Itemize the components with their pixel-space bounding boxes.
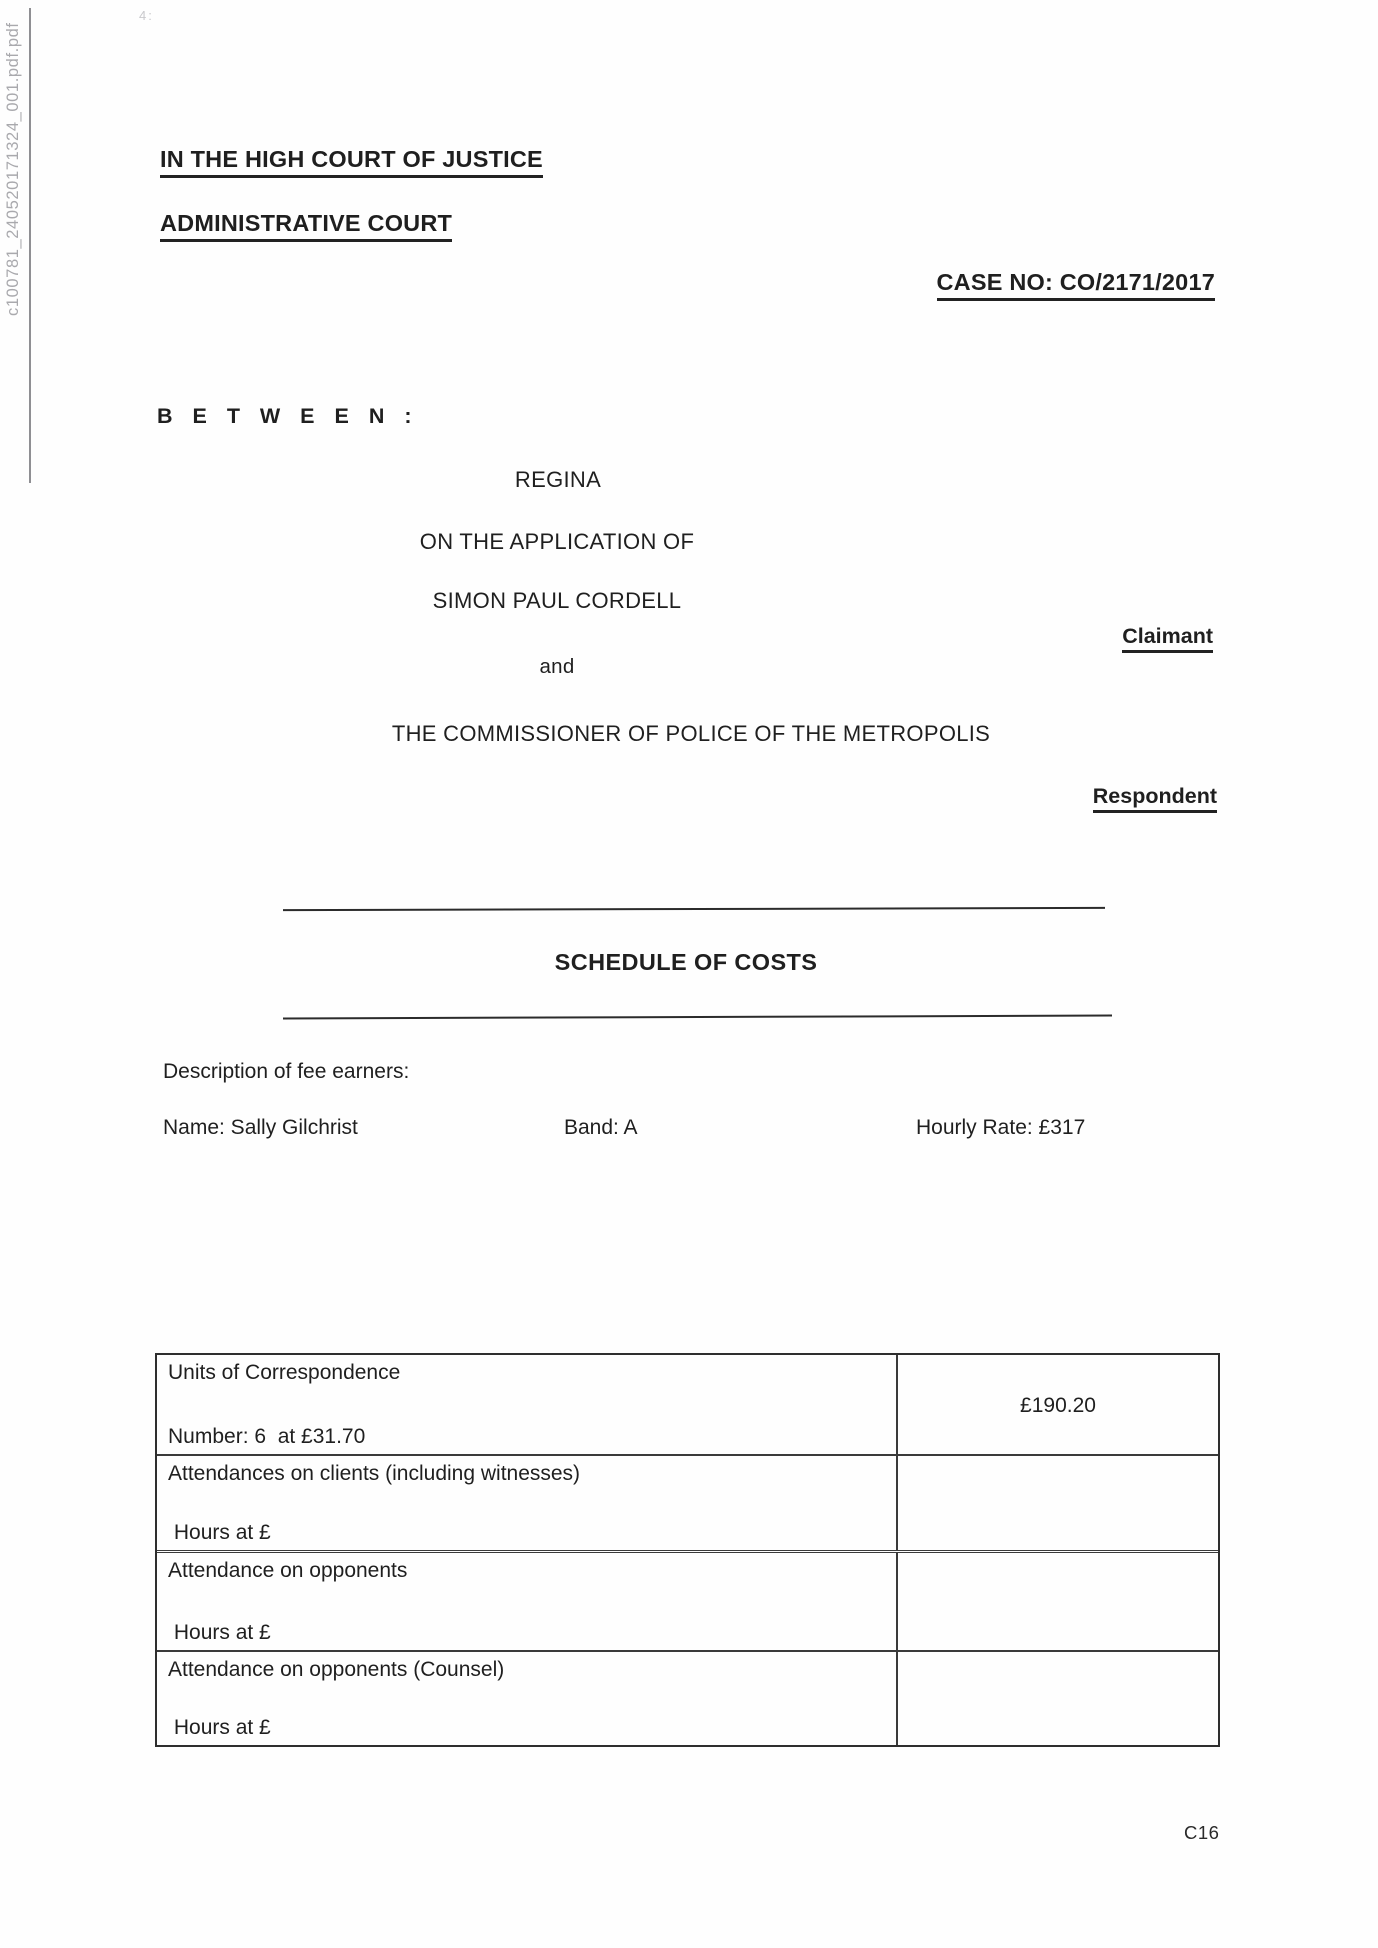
scan-filename-vertical-text: c100781_240520171324_001.pdf.pdf [4,22,22,316]
conjunction-and: and [539,655,575,678]
row-detail: Hours at £ [168,1715,271,1739]
court-heading-line2 [160,212,452,242]
table-row [157,1454,1218,1550]
row-detail: Number: 6 at £31.70 [168,1424,366,1448]
table-cell-description [157,1355,898,1454]
schedule-title: SCHEDULE OF COSTS [554,949,818,975]
case-number [937,271,1216,301]
respondent-label [1093,786,1217,813]
row-description: Attendances on clients (including witnesses) [168,1462,581,1485]
party-regina: REGINA [514,467,602,492]
row-detail: Hours at £ [168,1520,271,1544]
court-heading-line1 [160,148,543,178]
table-row [157,1650,1218,1745]
scan-artifact-mark: 4: [139,8,154,23]
court-heading-line1-text: IN THE HIGH COURT OF JUSTICE [160,148,543,178]
respondent-label-text: Respondent [1093,786,1217,813]
fee-earner-hourly-rate: Hourly Rate: £317 [916,1116,1086,1139]
divider-rule-top [283,907,1105,911]
fee-earner-name: Name: Sally Gilchrist [163,1116,358,1139]
table-row [157,1550,1218,1650]
page-number-label: C16 [1184,1822,1220,1843]
table-cell-description [157,1456,898,1550]
court-heading-line2-text: ADMINISTRATIVE COURT [160,212,452,242]
respondent-name: THE COMMISSIONER OF POLICE OF THE METROPOLIS [391,721,991,746]
row-description: Units of Correspondence [168,1361,401,1384]
table-cell-amount [898,1456,1218,1550]
claimant-label [1122,626,1213,653]
table-cell-amount [898,1553,1218,1650]
table-cell-amount [898,1652,1218,1745]
row-detail: Hours at £ [168,1620,271,1644]
between-label: B E T W E E N : [157,404,419,428]
claimant-label-text: Claimant [1122,626,1213,653]
fee-earners-heading: Description of fee earners: [163,1060,410,1083]
table-row [157,1355,1218,1454]
case-number-text: CASE NO: CO/2171/2017 [937,271,1216,301]
claimant-name: SIMON PAUL CORDELL [432,588,682,613]
row-description: Attendance on opponents (Counsel) [168,1658,505,1681]
table-cell-description [157,1553,898,1650]
row-description: Attendance on opponents [168,1559,408,1582]
scan-edge-line [29,8,31,483]
table-cell-amount: £190.20 [1020,1394,1096,1417]
costs-table [155,1353,1220,1747]
on-application-line: ON THE APPLICATION OF [419,529,695,554]
fee-earner-band: Band: A [564,1116,638,1139]
table-cell-description [157,1652,898,1745]
divider-rule-bottom [283,1015,1112,1020]
